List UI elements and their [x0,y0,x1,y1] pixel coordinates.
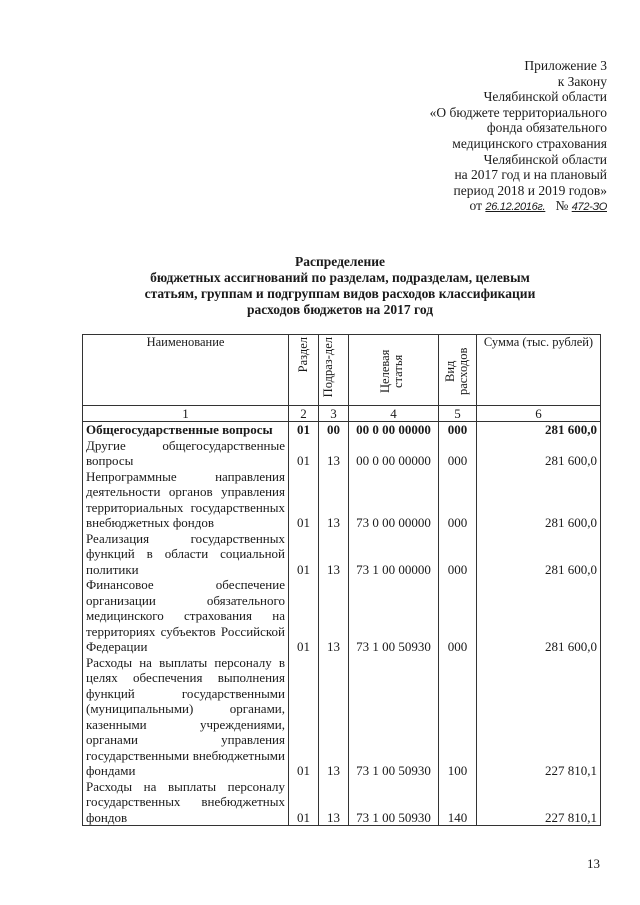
row-name: Реализация государственных функций в области социальной политики [83,531,289,578]
row-sum: 227 810,1 [477,655,601,779]
row-name: Другие общегосударственные вопросы [83,438,289,469]
budget-table [82,334,601,826]
row-sum: 281 600,0 [477,438,601,469]
table-row [83,779,601,826]
table-row [83,438,601,469]
row-target-article: 00 0 00 00000 [349,438,439,469]
table-header-row [83,335,601,406]
row-sum: 281 600,0 [477,531,601,578]
header-line: период 2018 и 2019 годов» [453,182,607,198]
row-expense-type: 100 [439,655,477,779]
number-prefix: № [555,198,569,214]
row-expense-type: 000 [439,469,477,531]
header-line: медицинского страхования [452,135,607,151]
col-number: 1 [83,406,289,422]
title-line: расходов бюджетов на 2017 год [246,302,434,317]
col-number: 3 [319,406,349,422]
table-row [83,469,601,531]
table-row [83,531,601,578]
row-podrazdel: 13 [319,655,349,779]
table-body [83,422,601,826]
row-razdel: 01 [289,438,319,469]
row-razdel: 01 [289,577,319,655]
header-line: «О бюджете территориального [429,104,607,120]
law-number: 472-ЗО [571,201,607,214]
page-number: 13 [587,856,600,871]
col-number: 2 [289,406,319,422]
title-line: бюджетных ассигнований по разделам, подразделам, целевым [150,270,530,285]
table-row [83,655,601,779]
row-target-article: 73 0 00 00000 [349,469,439,531]
row-expense-type: 140 [439,779,477,826]
row-sum: 281 600,0 [477,422,601,438]
date-prefix: от [469,198,482,214]
row-target-article: 73 1 00 00000 [349,531,439,578]
table-row [83,577,601,655]
header-line: к Закону [557,73,607,89]
row-target-article: 73 1 00 50930 [349,577,439,655]
row-razdel: 01 [289,469,319,531]
col-number: 5 [439,406,477,422]
row-podrazdel: 13 [319,531,349,578]
header-line: Приложение 3 [524,58,607,73]
row-podrazdel: 13 [319,577,349,655]
law-date: 26.12.2016г. [485,201,546,214]
row-expense-type: 000 [439,422,477,438]
col-header-podrazdel: Подраз-дел [319,335,349,406]
row-target-article: 73 1 00 50930 [349,655,439,779]
col-header-razdel: Раздел [289,335,319,406]
row-name: Финансовое обеспечение организации обязательного медицинского страхования на территориях субъектов Российской Федерации [83,577,289,655]
row-sum: 227 810,1 [477,779,601,826]
row-podrazdel: 13 [319,469,349,531]
row-name: Непрограммные направления деятельности органов управления территориальных государственных внебюджетных фондов [83,469,289,531]
row-expense-type: 000 [439,531,477,578]
col-header-sum: Сумма (тыс. рублей) [477,335,601,406]
row-name: Расходы на выплаты персоналу в целях обеспечения выполнения функций государственными (муниципальными) органами, казенными учреждениями, органами управления государственными внебюджетными фондами [83,655,289,779]
col-number: 6 [477,406,601,422]
row-podrazdel: 13 [319,438,349,469]
row-name: Расходы на выплаты персоналу государственных внебюджетных фондов [83,779,289,826]
row-expense-type: 000 [439,438,477,469]
header-line: Челябинской области [483,151,607,167]
row-target-article: 73 1 00 50930 [349,779,439,826]
row-sum: 281 600,0 [477,577,601,655]
row-razdel: 01 [289,779,319,826]
header-line: фонда обязательного [486,120,607,136]
law-date-line [377,198,607,216]
row-sum: 281 600,0 [477,469,601,531]
row-razdel: 01 [289,422,319,438]
col-header-cs: Целевая статья [349,335,439,406]
row-podrazdel: 00 [319,422,349,438]
row-razdel: 01 [289,655,319,779]
col-header-name: Наименование [83,335,289,406]
row-target-article: 00 0 00 00000 [349,422,439,438]
table-row [83,422,601,438]
title-line: Распределение [294,254,386,269]
appendix-header [377,58,607,216]
header-line: на 2017 год и на плановый [454,167,607,183]
row-razdel: 01 [289,531,319,578]
row-name: Общегосударственные вопросы [83,422,289,438]
row-expense-type: 000 [439,577,477,655]
row-podrazdel: 13 [319,779,349,826]
title-line: статьям, группам и подгруппам видов расходов классификации [144,286,536,301]
header-line: Челябинской области [483,89,607,105]
col-number: 4 [349,406,439,422]
document-title [80,254,600,318]
column-number-row [83,406,601,422]
col-header-vr: Вид расходов [439,335,477,406]
